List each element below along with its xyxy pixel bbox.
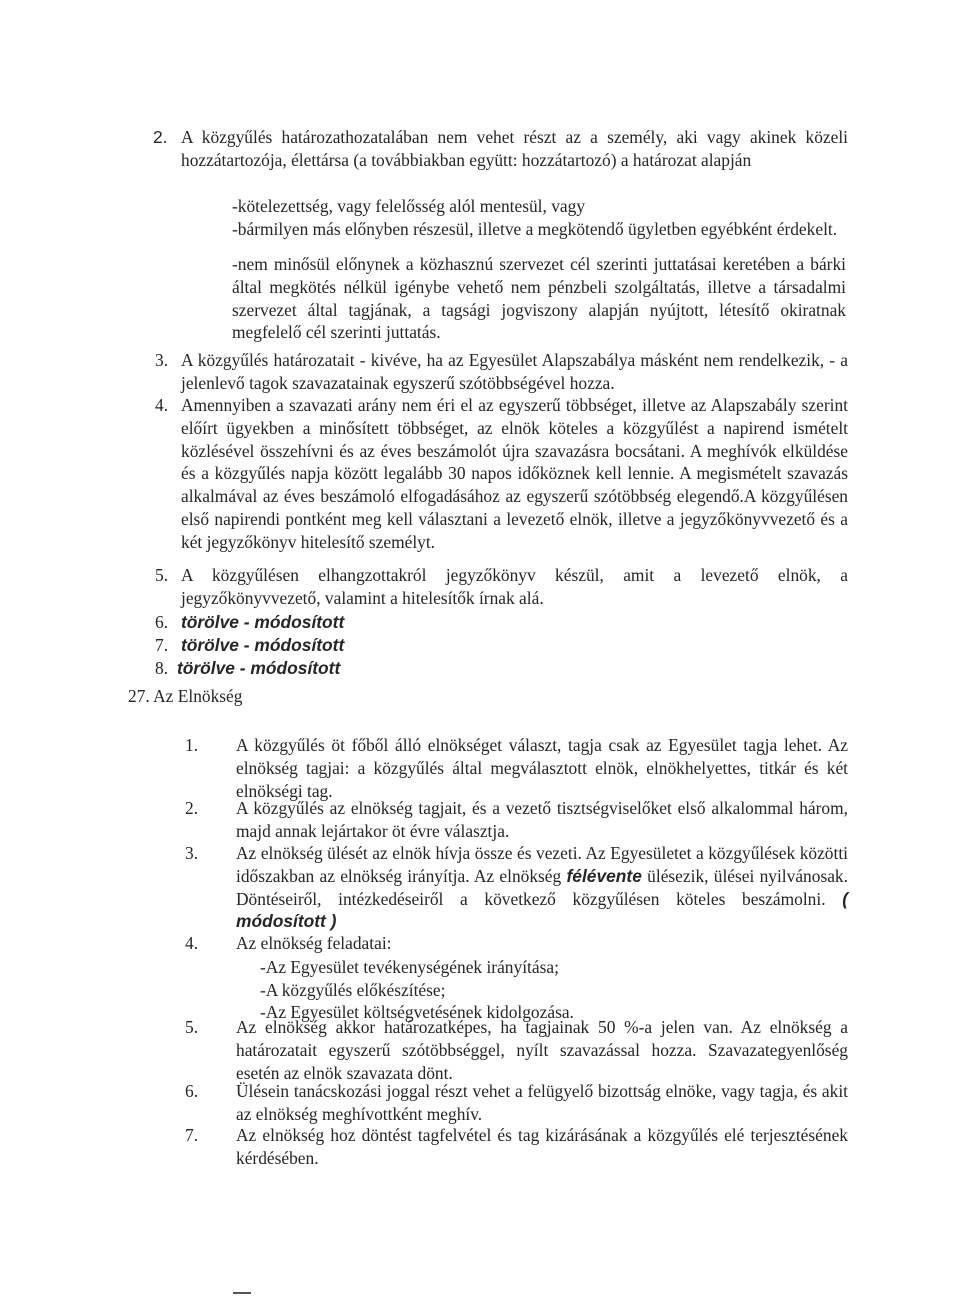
list-item-7 xyxy=(155,634,755,657)
item-number: 5. xyxy=(185,1017,199,1037)
list-item-3 xyxy=(155,349,848,395)
sub-item-advantage: -bármilyen más előnyben részesül, illetve a megkötendő ügyletben egyébként érdekelt. xyxy=(232,219,838,239)
section-heading: 27. Az Elnökség xyxy=(128,686,243,706)
item-number: 1. xyxy=(185,735,199,755)
item-text: Amennyiben a szavazati arány nem éri el az egyszerű többséget, illetve az Alapszabály szerint előírt ügyekben a minősített többséget, az elnök köteles a közgyűlést a napirend ismételt közlésével összehívni és az éves beszámolót újra szavazásra bocsátani. A meghívók elküldése és a közgyűlés napja között legalább 30 napos időköznek kell lennie. A megismételt szavazás alkalmával az éves beszámoló elfogadásához az egyszerű szótöbbség elegendő.A közgyűlésen első napirendi pontként meg kell választani a levezető elnök, illetve a jegyzőkönyvvezető és a két jegyzőkönyv hitelesítő személyt. xyxy=(181,395,848,552)
item-number: 3. xyxy=(185,843,199,863)
text-part: ülésezik, ülései nyilvánosak. Döntéseiről, intézkedéseiről a következő közgyűlésen köteles beszámolni. xyxy=(236,865,848,909)
sub-item-obligation: -kötelezettség, vagy felelősség alól mentesül, vagy xyxy=(232,196,586,216)
deleted-modified-label: törölve - módosított xyxy=(181,612,345,632)
item-number: 5. xyxy=(155,565,169,585)
item-number: 7. xyxy=(155,635,169,655)
elnokseg-item-4 xyxy=(185,932,848,955)
item-number: 6. xyxy=(155,612,169,632)
list-item-5 xyxy=(155,564,848,610)
item-text: A közgyűlés az elnökség tagjait, és a vezető tisztségviselőket első alkalommal három, majd annak lejártakor öt évre választja. xyxy=(236,798,848,841)
elnokseg-item-1 xyxy=(185,734,848,802)
list-item-8 xyxy=(155,657,755,680)
item-text xyxy=(236,842,848,933)
item-number: 2. xyxy=(185,798,199,818)
elnokseg-item-5 xyxy=(185,1016,848,1084)
elnokseg-item-2 xyxy=(185,797,848,843)
modified-label: ( módosított ) xyxy=(236,888,848,932)
list-item-2 xyxy=(153,126,848,172)
item-text: A közgyűlésen elhangzottakról jegyzőkönyv készül, amit a levezető elnök, a jegyzőkönyvvezető, valamint a hitelesítők írnak alá. xyxy=(181,565,848,608)
duty-item: -A közgyűlés előkészítése; xyxy=(260,980,446,1000)
deleted-modified-label: törölve - módosított xyxy=(177,658,341,678)
elnokseg-item-3 xyxy=(185,842,848,933)
item-number: 4. xyxy=(185,933,199,953)
item-number: 2. xyxy=(153,127,168,147)
scan-mark xyxy=(233,1292,251,1294)
duty-item: -Az Egyesület költségvetésének kidolgozása. xyxy=(260,1002,574,1022)
item-text: A közgyűlés határozatait - kivéve, ha az Egyesület Alapszabálya másként nem rendelkezik, - a jelenlevő tagok szavazatainak egyszerű szótöbbségével hozza. xyxy=(181,350,848,393)
item-number: 7. xyxy=(185,1125,199,1145)
item-number: 8. xyxy=(155,658,169,678)
item-number: 3. xyxy=(155,350,169,370)
item-text: Ülésein tanácskozási joggal részt vehet a felügyelő bizottság elnöke, vagy tagja, és akit az elnökség meghívottként meghív. xyxy=(236,1081,848,1124)
sub-item-not-advantage: -nem minősül előnynek a közhasznú szervezet cél szerinti juttatásai keretében a bárki által megkötés nélkül igénybe vehető nem pénzbeli szolgáltatás, illetve a társadalmi szervezet által tagjának, a tagsági jogviszony alapján nyújtott, létesítő okiratnak megfelelő cél szerinti juttatás. xyxy=(232,254,846,343)
text-part: Az elnökség ülését az elnök hívja össze és vezeti. Az Egyesületet a közgyűlések közötti időszakban az elnökség irányítja. Az elnökség xyxy=(236,843,848,886)
deleted-modified-label: törölve - módosított xyxy=(181,635,345,655)
item-text: Az elnökség hoz döntést tagfelvétel és tag kizárásának a közgyűlés elé terjesztésének kérdésében. xyxy=(236,1125,848,1168)
item-text: A közgyűlés öt főből álló elnökséget választ, tagja csak az Egyesület tagja lehet. Az elnökség tagjai: a közgyűlés által megválasztott elnök, elnökhelyettes, titkár és két elnökségi tag. xyxy=(236,735,848,801)
duty-item: -Az Egyesület tevékenységének irányítása; xyxy=(260,957,559,977)
item-text: Az elnökség feladatai: xyxy=(236,933,392,953)
elnokseg-item-7 xyxy=(185,1124,848,1170)
item-number: 6. xyxy=(185,1081,199,1101)
item-number: 4. xyxy=(155,395,169,415)
item-text: Az elnökség akkor határozatképes, ha tagjainak 50 %-a jelen van. Az elnökség a határozatait egyszerű szótöbbséggel, nyílt szavazással hozza. Szavazategyenlőség esetén az elnök szavazata dönt. xyxy=(236,1017,848,1083)
item-text: A közgyűlés határozathozatalában nem vehet részt az a személy, aki vagy akinek közeli hozzátartozója, élettársa (a továbbiakban együtt: hozzátartozó) a határozat alapján xyxy=(181,127,848,170)
list-item-4 xyxy=(155,394,848,554)
list-item-6 xyxy=(155,611,755,634)
elnokseg-item-6 xyxy=(185,1080,848,1126)
emphasis-semiannual: félévente xyxy=(566,865,642,886)
